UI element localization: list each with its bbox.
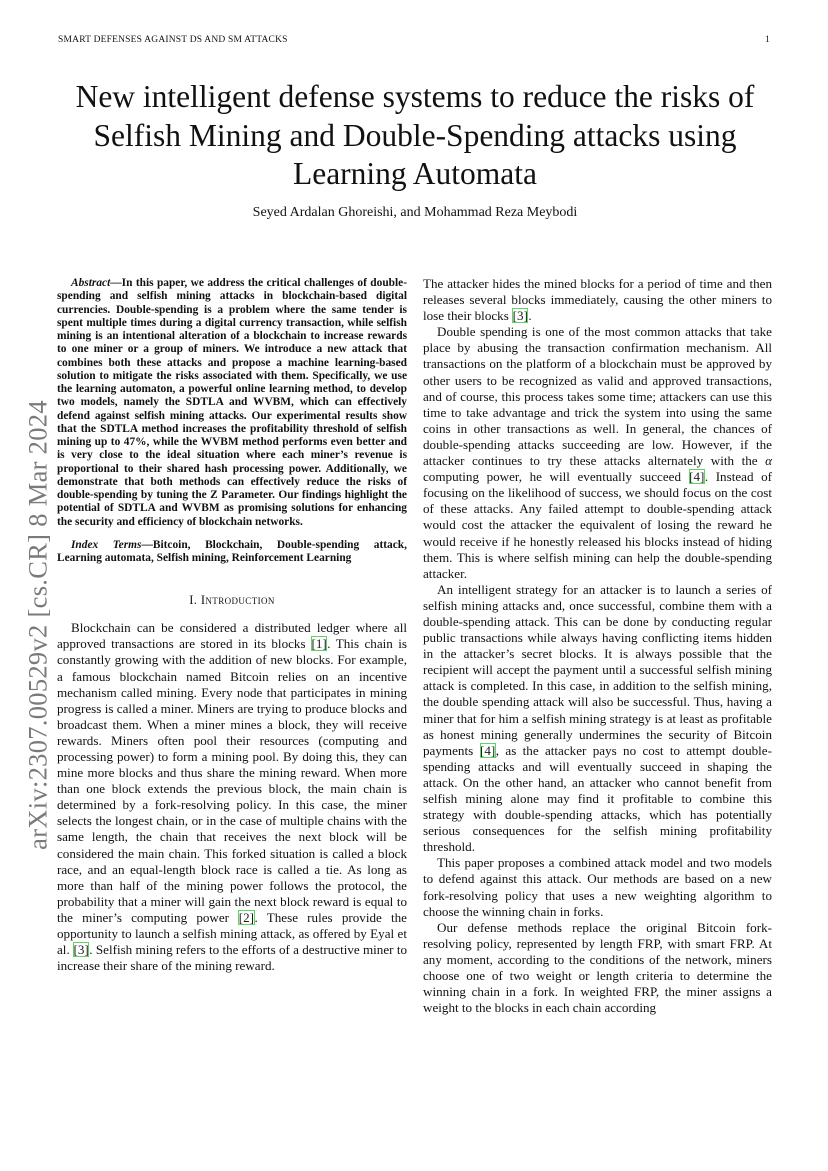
citation-link[interactable]: [1] xyxy=(311,636,327,652)
citation-link[interactable]: [4] xyxy=(480,742,496,758)
citation-link[interactable]: [3] xyxy=(512,308,528,324)
index-terms-text: —Bitcoin, Blockchain, Double-spending attack, Learning automata, Selfish mining, Reinforcement Learning xyxy=(57,538,407,564)
abstract-text: —In this paper, we address the critical challenges of double-spending and selfish mining attacks in blockchain-based digital currencies. Double-spending is a problem where the same tender is spent multiple times during a digital currency transaction, while selfish mining is an intentional alteration of a blockchain to increase rewards to one miner or a group of miners. We introduce a new attack that combines both these attacks and propose a machine learning-based solution to mitigate the risks associated with them. Specifically, we use the learning automaton, a powerful online learning method, to develop two models, namely the SDTLA and WVBM, which can effectively defend against selfish mining attacks. Our experimental results show that the SDTLA method increases the profitability threshold of selfish mining up to 47%, while the WVBM method performs even better and is very close to the ideal situation where each miner’s revenue is proportional to their shared hash processing power. Additionally, we demonstrate that both methods can effectively reduce the risks of double-spending by tuning the Z Parameter. Our findings highlight the potential of SDTLA and WVBM as promising solutions for enhancing the security and efficiency of blockchain networks. xyxy=(57,277,407,528)
body-paragraph-proposal: This paper proposes a combined attack model and two models to defend against this attack. Our methods are based on a new fork-resolving policy that uses a new weighting algorithm to choose the winning chain in forks. xyxy=(423,855,772,919)
paper-title: New intelligent defense systems to reduce the risks of Selfish Mining and Double-Spending attacks using Learning Automata xyxy=(75,79,755,191)
page-number: 1 xyxy=(765,35,770,45)
citation-link[interactable]: [4] xyxy=(689,469,705,485)
section-title: Introduction xyxy=(200,593,275,608)
section-number: I. xyxy=(189,593,198,608)
abstract xyxy=(57,277,407,529)
index-terms-label: Index Terms xyxy=(71,538,142,551)
right-column xyxy=(423,276,772,1016)
body-paragraph-strategy: An intelligent strategy for an attacker is to launch a series of selfish mining attacks and, once successful, combine them with a double-spending attack. This can be done by conducting regular public transactions while always having conflicting items hidden in the attacker’s secret blocks. It is always possible that the recipient will accept the payment until a successful selfish mining attack is completed. In this case, in addition to the selfish mining, the double spending attack will also be successful. Thus, having a miner that for him a selfish mining strategy is at least as profitable as honest mining generally undermines the security of Bitcoin payments [4], as the attacker pays no cost to attempt double-spending attacks and will eventually succeed in shaping the attack. On the other hand, an attacker who cannot benefit from selfish mining alone may find it profitable to combine this strategy with double-spending attacks, which has potentially serious consequences for the selfish mining profitability threshold. xyxy=(423,581,772,855)
running-title: SMART DEFENSES AGAINST DS AND SM ATTACKS xyxy=(58,35,288,45)
index-terms xyxy=(57,539,407,566)
left-column xyxy=(57,277,407,974)
body-paragraph-defense: Our defense methods replace the original Bitcoin fork-resolving policy, represented by length FRP, with smart FRP. At any moment, according to the conditions of the network, miners choose one of two weight or length criteria to determine the winning chain in a fork. In weighted FRP, the miner assigns a weight to the blocks in each chain according xyxy=(423,919,772,1016)
body-paragraph-double-spending: Double spending is one of the most common attacks that take place by abusing the transaction confirmation mechanism. All transactions on the platform of a blockchain must be approved by other users to be recognized as valid and approved transactions, and of course, this process takes some time; attackers can use this time to take advantage and trick the system into using the same coins in other transactions as well. In general, the chances of double-spending attacks succeeding are low. However, if the attacker continues to try these attacks alternately with the α computing power, he will eventually succeed [4]. Instead of focusing on the likelihood of success, we should focus on the cost of these attacks. Any failed attempt to double-spending attack would cost the attacker the equivalent of losing the reward he would receive if he honestly released his blocks instead of hiding them. This is where selfish mining can help the double-spending attacker. xyxy=(423,324,772,581)
author-list: Seyed Ardalan Ghoreishi, and Mohammad Reza Meybodi xyxy=(252,205,578,220)
citation-link[interactable]: [2] xyxy=(238,909,255,925)
arxiv-side-identifier xyxy=(18,365,58,885)
running-head xyxy=(58,35,770,45)
body-paragraph-continued: The attacker hides the mined blocks for a period of time and then releases several blocks immediately, causing the other miners to lose their blocks [3]. xyxy=(423,276,772,324)
arxiv-identifier-text: arXiv:2307.00529v2 [cs.CR] 8 Mar 2024 xyxy=(22,400,53,850)
citation-link[interactable]: [3] xyxy=(73,942,89,958)
intro-paragraph-1: Blockchain can be considered a distributed ledger where all approved transactions are stored in its blocks [1]. This chain is constantly growing with the addition of new blocks. For example, a famous blockchain named Bitcoin relies on an incentive mechanism called mining. Every node that participates in mining progress is called a miner. Miners are trying to produce blocks and broadcast them. When a miner mines a block, they will receive rewards. Miners often pool their resources (computing and processing power) to form a mining pool. By doing this, they can mine more blocks and thus share the mining reward. When more than one block extends the previous block, the main chain is determined by a fork-resolving policy. In this case, the miner selects the longest chain, or in the case of multiple chains with the same length, the chain that receives the next block will be considered the main chain. This forked situation is called a block race, and an equal-length block race is called a tie. As long as more than half of the mining power follows the protocol, the probability that a miner will gain the next block reward is equal to the miner’s computing power [2]. These rules provide the opportunity to launch a selfish mining attack, as offered by Eyal et al. [3]. Selfish mining refers to the efforts of a destructive miner to increase their share of the mining reward. xyxy=(57,620,408,974)
abstract-label: Abstract xyxy=(71,277,111,289)
alpha-symbol: α xyxy=(765,453,772,469)
section-heading-introduction xyxy=(57,593,407,608)
